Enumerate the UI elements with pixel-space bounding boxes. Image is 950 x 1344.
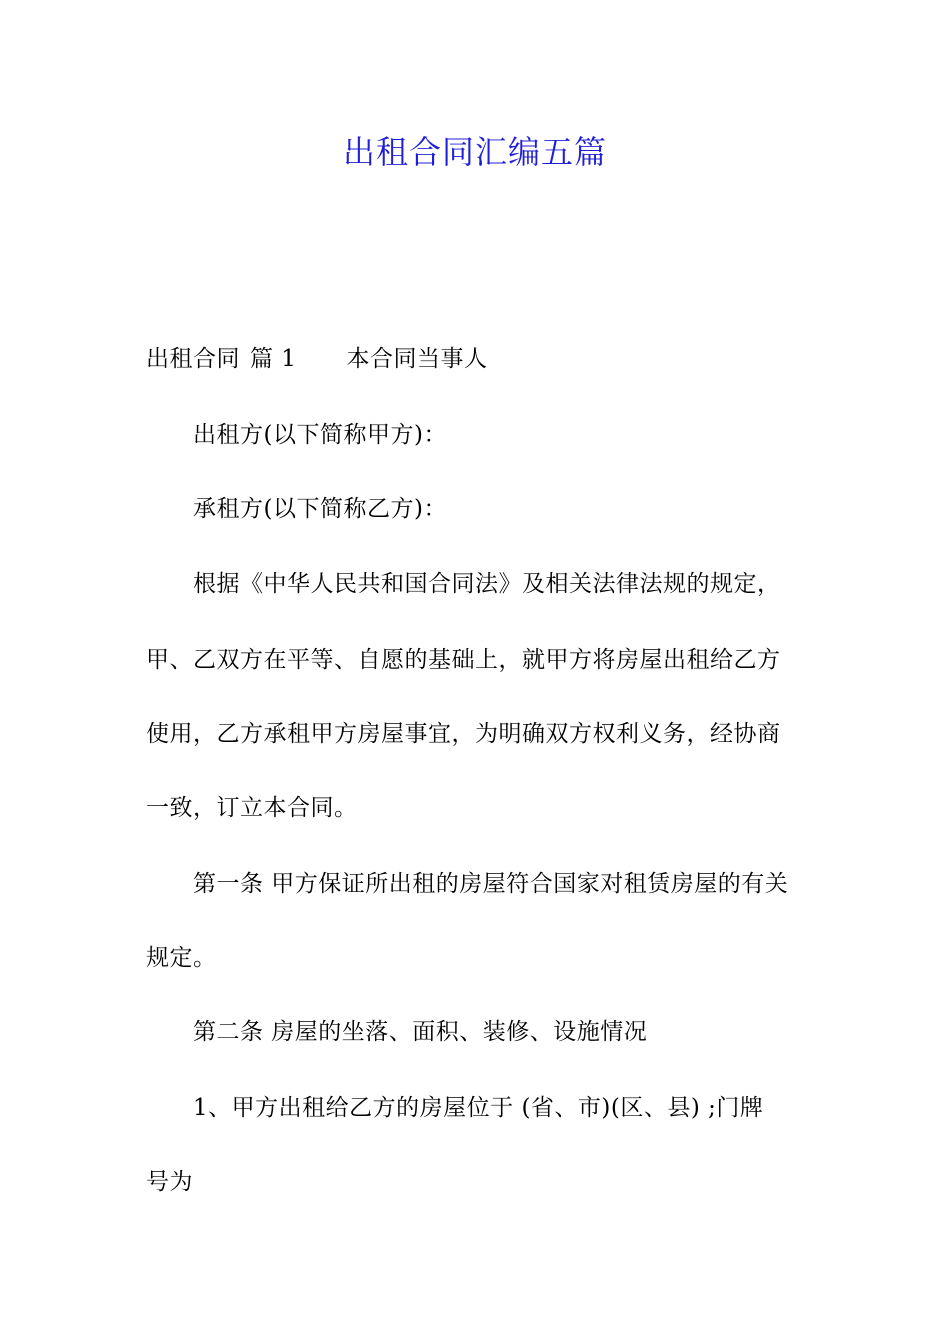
heading-part-number: 篇 1: [250, 346, 297, 372]
paragraph-line: 使用，乙方承租甲方房屋事宜，为明确双方权利义务，经协商: [146, 721, 781, 747]
document-title: 出租合同汇编五篇: [342, 133, 607, 171]
paragraph-line: 第一条 甲方保证所出租的房屋符合国家对租赁房屋的有关: [193, 871, 789, 897]
paragraph-line: 规定。: [146, 945, 217, 971]
paragraph-line: 甲、乙双方在平等、自愿的基础上，就甲方将房屋出租给乙方: [146, 647, 781, 673]
paragraph-line: 第二条 房屋的坐落、面积、装修、设施情况: [193, 1019, 648, 1045]
paragraph-line: 出租方(以下简称甲方)：: [193, 422, 447, 448]
heading-contract-name: 出租合同: [146, 346, 240, 372]
paragraph-line: 号为: [146, 1169, 193, 1195]
paragraph-line: 1、甲方出租给乙方的房屋位于 (省、市)(区、县) ;门牌: [193, 1095, 764, 1121]
paragraph-line: 一致，订立本合同。: [146, 795, 358, 821]
section-heading: [146, 342, 487, 376]
heading-parties: 本合同当事人: [346, 346, 488, 372]
paragraph-line: 承租方(以下简称乙方)：: [193, 496, 447, 522]
paragraph-line: 根据《中华人民共和国合同法》及相关法律法规的规定，: [193, 571, 781, 597]
